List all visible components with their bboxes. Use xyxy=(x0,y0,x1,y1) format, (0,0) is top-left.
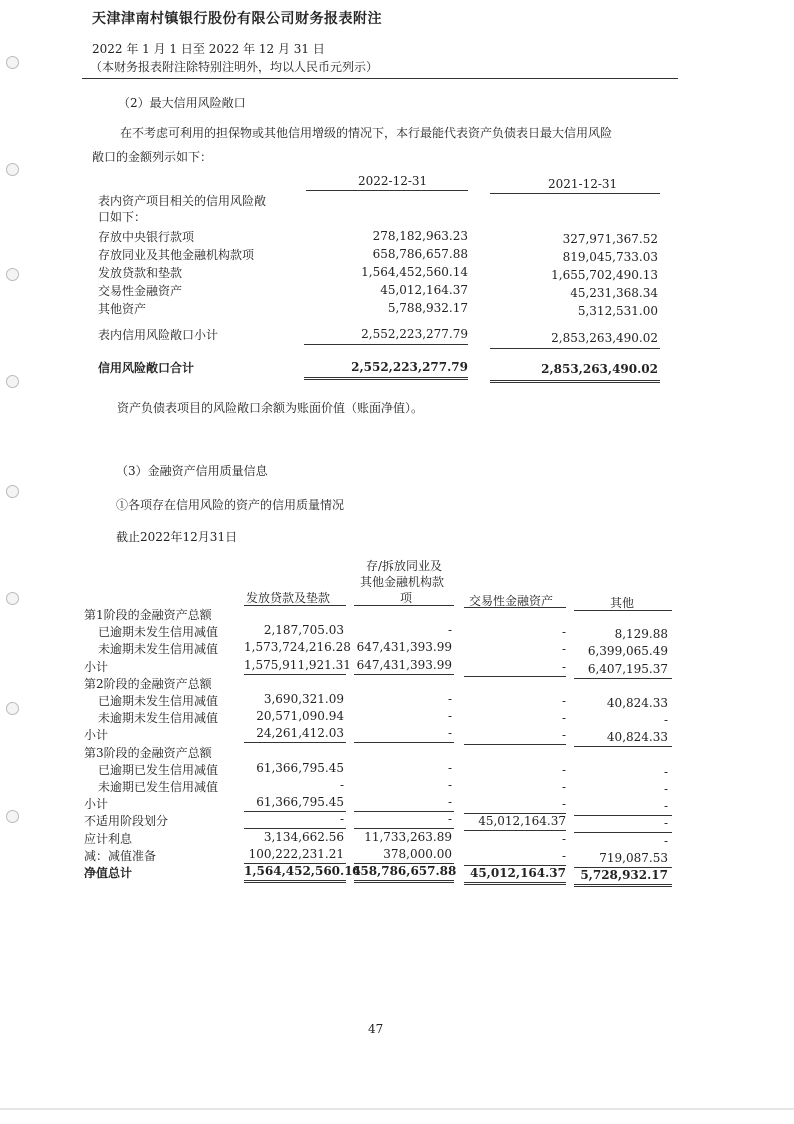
quality-cell-b: 11,733,263.89 xyxy=(364,830,452,844)
subtotal-rule xyxy=(464,744,566,745)
exposure-row-2021: 5,312,531.00 xyxy=(577,304,658,318)
quality-cell-d: - xyxy=(663,782,668,796)
subtotal-2022: 2,552,223,277.79 xyxy=(361,327,468,341)
column-header-interbank-cont: 其他金融机构款 xyxy=(360,575,445,589)
header-rule xyxy=(82,78,678,79)
section-heading: （2）最大信用风险敞口 xyxy=(118,96,246,110)
total-2022: 2,552,223,277.79 xyxy=(351,360,468,374)
column-header-2021: 2021-12-31 xyxy=(548,177,618,191)
binder-hole xyxy=(6,485,19,498)
quality-cell-b: 647,431,393.99 xyxy=(356,658,452,672)
subtotal-rule xyxy=(490,348,660,349)
total-double-rule xyxy=(244,880,346,883)
header-underline xyxy=(244,605,346,606)
subtotal-rule xyxy=(304,344,468,345)
section-paragraph-cont: 敞口的金额列示如下： xyxy=(92,150,213,164)
quality-cell-a: 3,690,321.09 xyxy=(263,692,344,706)
binder-hole xyxy=(6,268,19,281)
quality-cell-a: 1,573,724,216.28 xyxy=(244,640,351,654)
exposure-row-2022: 1,564,452,560.14 xyxy=(361,265,468,279)
section-heading: （3）金融资产信用质量信息 xyxy=(116,464,268,478)
column-header-other: 其他 xyxy=(610,596,635,610)
quality-cell-c: - xyxy=(561,763,566,777)
total-double-rule xyxy=(464,882,566,885)
group-label: 表内资产项目相关的信用风险敞 xyxy=(98,194,267,208)
quality-row-label: 已逾期未发生信用减值 xyxy=(98,625,219,639)
header-underline xyxy=(306,190,468,191)
quality-cell-a: 20,571,090.94 xyxy=(256,709,344,723)
subtotal-rule xyxy=(464,830,566,831)
quality-cell-c: - xyxy=(561,642,566,656)
quality-cell-c: - xyxy=(561,832,566,846)
quality-row-label: 未逾期已发生信用减值 xyxy=(98,780,219,794)
column-header-loans: 发放贷款及垫款 xyxy=(246,591,331,605)
exposure-row-2021: 327,971,367.52 xyxy=(562,232,658,246)
quality-cell-b: - xyxy=(447,726,452,740)
quality-cell-d: 5,728,932.17 xyxy=(580,868,668,882)
subtotal-rule xyxy=(244,674,346,675)
quality-row-label: 未逾期未发生信用减值 xyxy=(98,711,219,725)
exposure-row-label: 存放中央银行款项 xyxy=(98,230,195,244)
quality-cell-a: 3,134,662.56 xyxy=(263,830,344,844)
quality-cell-b: 378,000.00 xyxy=(383,847,452,861)
quality-cell-c: - xyxy=(561,728,566,742)
report-period: 2022 年 1 月 1 日至 2022 年 12 月 31 日 xyxy=(92,42,325,56)
quality-cell-b: - xyxy=(447,623,452,637)
group-label-cont: 口如下： xyxy=(98,210,147,224)
quality-row-label: 小计 xyxy=(84,660,109,674)
exposure-row-2021: 45,231,368.34 xyxy=(570,286,658,300)
subtotal-rule xyxy=(354,742,454,743)
subtotal-rule xyxy=(354,828,454,829)
quality-cell-a: 61,366,795.45 xyxy=(256,795,344,809)
footnote: 资产负债表项目的风险敞口余额为账面价值（账面净值）。 xyxy=(117,401,424,415)
subtotal-rule xyxy=(574,832,672,833)
quality-cell-a: 1,575,911,921.31 xyxy=(244,658,351,672)
quality-row-label: 小计 xyxy=(84,728,109,742)
quality-cell-d: - xyxy=(663,713,668,727)
quality-cell-d: - xyxy=(663,799,668,813)
exposure-row-2022: 5,788,932.17 xyxy=(387,301,468,315)
quality-cell-c: - xyxy=(561,694,566,708)
exposure-row-2021: 1,655,702,490.13 xyxy=(551,268,658,282)
document-title: 天津津南村镇银行股份有限公司财务报表附注 xyxy=(92,11,382,27)
quality-cell-a: 100,222,231.21 xyxy=(248,847,344,861)
quality-row-label: 已逾期未发生信用减值 xyxy=(98,694,219,708)
page-number: 47 xyxy=(368,1022,384,1036)
quality-cell-a: 61,366,795.45 xyxy=(256,761,344,775)
section-subheading: ①各项存在信用风险的资产的信用质量情况 xyxy=(116,498,345,512)
binder-hole xyxy=(6,592,19,605)
quality-row-label: 第2阶段的金融资产总额 xyxy=(84,677,212,691)
quality-cell-c: - xyxy=(561,797,566,811)
quality-cell-c: - xyxy=(561,625,566,639)
exposure-row-label: 其他资产 xyxy=(98,302,147,316)
binder-hole xyxy=(6,163,19,176)
header-underline xyxy=(464,607,566,608)
quality-row-label: 减：减值准备 xyxy=(84,849,157,863)
exposure-row-label: 交易性金融资产 xyxy=(98,284,183,298)
quality-cell-b: 647,431,393.99 xyxy=(356,640,452,654)
total-double-rule xyxy=(490,380,660,383)
currency-note: （本财务报表附注除特别注明外，均以人民币元列示） xyxy=(90,60,379,74)
quality-cell-d: 40,824.33 xyxy=(606,730,668,744)
binder-hole xyxy=(6,702,19,715)
column-header-2022: 2022-12-31 xyxy=(358,174,428,188)
quality-cell-d: - xyxy=(663,816,668,830)
binder-hole xyxy=(6,810,19,823)
scan-edge xyxy=(0,1108,794,1110)
quality-cell-b: - xyxy=(447,795,452,809)
quality-row-label: 净值总计 xyxy=(84,866,133,880)
quality-cell-d: 6,407,195.37 xyxy=(587,662,668,676)
quality-row-label: 第3阶段的金融资产总额 xyxy=(84,746,212,760)
column-header-interbank: 存/拆放同业及 xyxy=(366,559,443,573)
exposure-row-label: 存放同业及其他金融机构款项 xyxy=(98,248,255,262)
quality-cell-a: - xyxy=(339,778,344,792)
exposure-row-2021: 819,045,733.03 xyxy=(562,250,658,264)
binder-hole xyxy=(6,375,19,388)
quality-cell-d: 6,399,065.49 xyxy=(587,644,668,658)
quality-row-label: 未逾期未发生信用减值 xyxy=(98,642,219,656)
quality-cell-c: - xyxy=(561,849,566,863)
quality-cell-b: - xyxy=(447,761,452,775)
section-paragraph: 在不考虑可利用的担保物或其他信用增级的情况下，本行最能代表资产负债表日最大信用风险 xyxy=(120,126,613,140)
subtotal-label: 表内信用风险敞口小计 xyxy=(98,328,219,342)
subtotal-rule xyxy=(354,674,454,675)
total-double-rule xyxy=(304,377,468,380)
quality-cell-a: 1,564,452,560.14 xyxy=(244,864,361,878)
quality-cell-b: 658,786,657.88 xyxy=(352,864,457,878)
total-label: 信用风险敞口合计 xyxy=(98,361,195,375)
as-of-date: 截止2022年12月31日 xyxy=(116,530,238,544)
subtotal-rule xyxy=(464,676,566,677)
quality-cell-b: - xyxy=(447,692,452,706)
total-double-rule xyxy=(574,884,672,887)
quality-cell-d: - xyxy=(663,834,668,848)
column-header-interbank-cont: 项 xyxy=(400,591,413,605)
subtotal-2021: 2,853,263,490.02 xyxy=(551,331,658,345)
total-2021: 2,853,263,490.02 xyxy=(541,362,658,376)
binder-hole xyxy=(6,56,19,69)
quality-cell-d: - xyxy=(663,765,668,779)
quality-cell-c: 45,012,164.37 xyxy=(469,866,566,880)
quality-row-label: 第1阶段的金融资产总额 xyxy=(84,608,212,622)
subtotal-rule xyxy=(244,742,346,743)
quality-cell-c: - xyxy=(561,711,566,725)
subtotal-rule xyxy=(574,678,672,679)
quality-cell-b: - xyxy=(447,778,452,792)
header-underline xyxy=(354,605,454,606)
quality-cell-c: 45,012,164.37 xyxy=(478,814,566,828)
quality-row-label: 小计 xyxy=(84,797,109,811)
quality-cell-a: - xyxy=(339,812,344,826)
exposure-row-2022: 658,786,657.88 xyxy=(372,247,468,261)
exposure-row-2022: 278,182,963.23 xyxy=(372,229,468,243)
quality-cell-b: - xyxy=(447,812,452,826)
header-underline xyxy=(490,193,660,194)
quality-cell-d: 8,129.88 xyxy=(614,627,668,641)
total-double-rule xyxy=(354,880,454,883)
quality-cell-d: 40,824.33 xyxy=(606,696,668,710)
quality-row-label: 已逾期已发生信用减值 xyxy=(98,763,219,777)
header-underline xyxy=(574,610,672,611)
quality-cell-d: 719,087.53 xyxy=(599,851,668,865)
subtotal-rule xyxy=(244,828,346,829)
column-header-trading: 交易性金融资产 xyxy=(469,594,554,608)
quality-row-label: 不适用阶段划分 xyxy=(84,814,169,828)
quality-row-label: 应计利息 xyxy=(84,832,133,846)
quality-cell-a: 24,261,412.03 xyxy=(256,726,344,740)
quality-cell-a: 2,187,705.03 xyxy=(263,623,344,637)
quality-cell-c: - xyxy=(561,780,566,794)
quality-cell-c: - xyxy=(561,660,566,674)
exposure-row-label: 发放贷款和垫款 xyxy=(98,266,183,280)
exposure-row-2022: 45,012,164.37 xyxy=(380,283,468,297)
subtotal-rule xyxy=(574,746,672,747)
quality-cell-b: - xyxy=(447,709,452,723)
